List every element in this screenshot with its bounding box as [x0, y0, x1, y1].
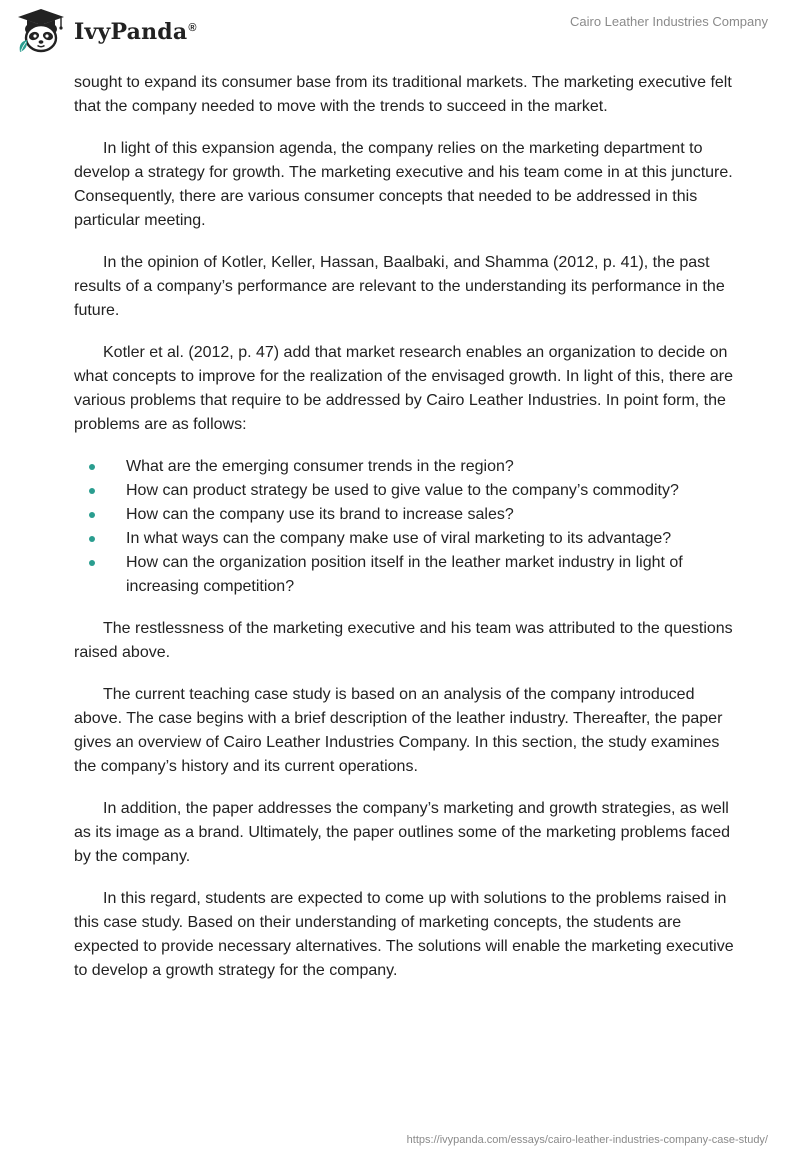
list-item — [74, 527, 734, 551]
document-title: Cairo Leather Industries Company — [570, 14, 768, 29]
paragraph: In the opinion of Kotler, Keller, Hassan, Baalbaki, and Shamma (2012, p. 41), the past results of a company’s performance are relevant to the understanding its performance in the future. — [74, 254, 725, 319]
paragraph: In this regard, students are expected to come up with solutions to the problems raised in this case study. Based on their understanding of marketing concepts, the students are expected to provide necessary alternatives. The solutions will enable the marketing executive to develop a growth strategy for the company. — [74, 890, 734, 979]
page-header — [0, 0, 800, 66]
paragraph: In light of this expansion agenda, the company relies on the marketing department to develop a strategy for growth. The marketing executive and his team come in at this juncture. Consequently, there are various consumer concepts that needed to be addressed in this particular meeting. — [74, 140, 733, 229]
bullet-icon — [89, 512, 95, 518]
panda-logo-icon — [14, 8, 68, 54]
registered-mark: ® — [188, 21, 197, 34]
list-item-text: How can product strategy be used to give value to the company’s commodity? — [126, 482, 679, 499]
problem-list — [74, 455, 734, 599]
bullet-icon — [89, 464, 95, 470]
brand-logo[interactable] — [14, 8, 197, 54]
bullet-icon — [89, 560, 95, 566]
source-url-link[interactable]: https://ivypanda.com/essays/cairo-leather-industries-company-case-study/ — [406, 1134, 768, 1146]
list-item — [74, 551, 734, 599]
paragraph: In addition, the paper addresses the company’s marketing and growth strategies, as well as its image as a brand. Ultimately, the paper outlines some of the marketing problems faced by the company. — [74, 800, 731, 865]
list-item-text: In what ways can the company make use of viral marketing to its advantage? — [126, 530, 672, 547]
list-item-text: How can the organization position itself in the leather market industry in light of increasing competition? — [126, 554, 683, 595]
list-item — [74, 479, 734, 503]
list-item — [74, 455, 734, 479]
paragraph: The current teaching case study is based on an analysis of the company introduced above. The case begins with a brief description of the leather industry. Thereafter, the paper gives an overview of Cairo Leather Industries Company. In this section, the study examines the company’s history and its current operations. — [74, 686, 723, 775]
bullet-icon — [89, 536, 95, 542]
bullet-icon — [89, 488, 95, 494]
list-item-text: How can the company use its brand to increase sales? — [126, 506, 514, 523]
brand-name: IvyPanda® — [74, 19, 197, 45]
paragraph: Kotler et al. (2012, p. 47) add that market research enables an organization to decide on what concepts to improve for the realization of the envisaged growth. In light of this, there are various problems that require to be addressed by Cairo Leather Industries. In point form, the problems are as follows: — [74, 344, 734, 433]
paragraph: sought to expand its consumer base from its traditional markets. The marketing executive felt that the company needed to move with the trends to succeed in the market. — [74, 74, 732, 115]
essay-body — [74, 71, 734, 1001]
list-item — [74, 503, 734, 527]
paragraph: The restlessness of the marketing executive and his team was attributed to the questions raised above. — [74, 620, 733, 661]
list-item-text: What are the emerging consumer trends in the region? — [126, 458, 514, 475]
